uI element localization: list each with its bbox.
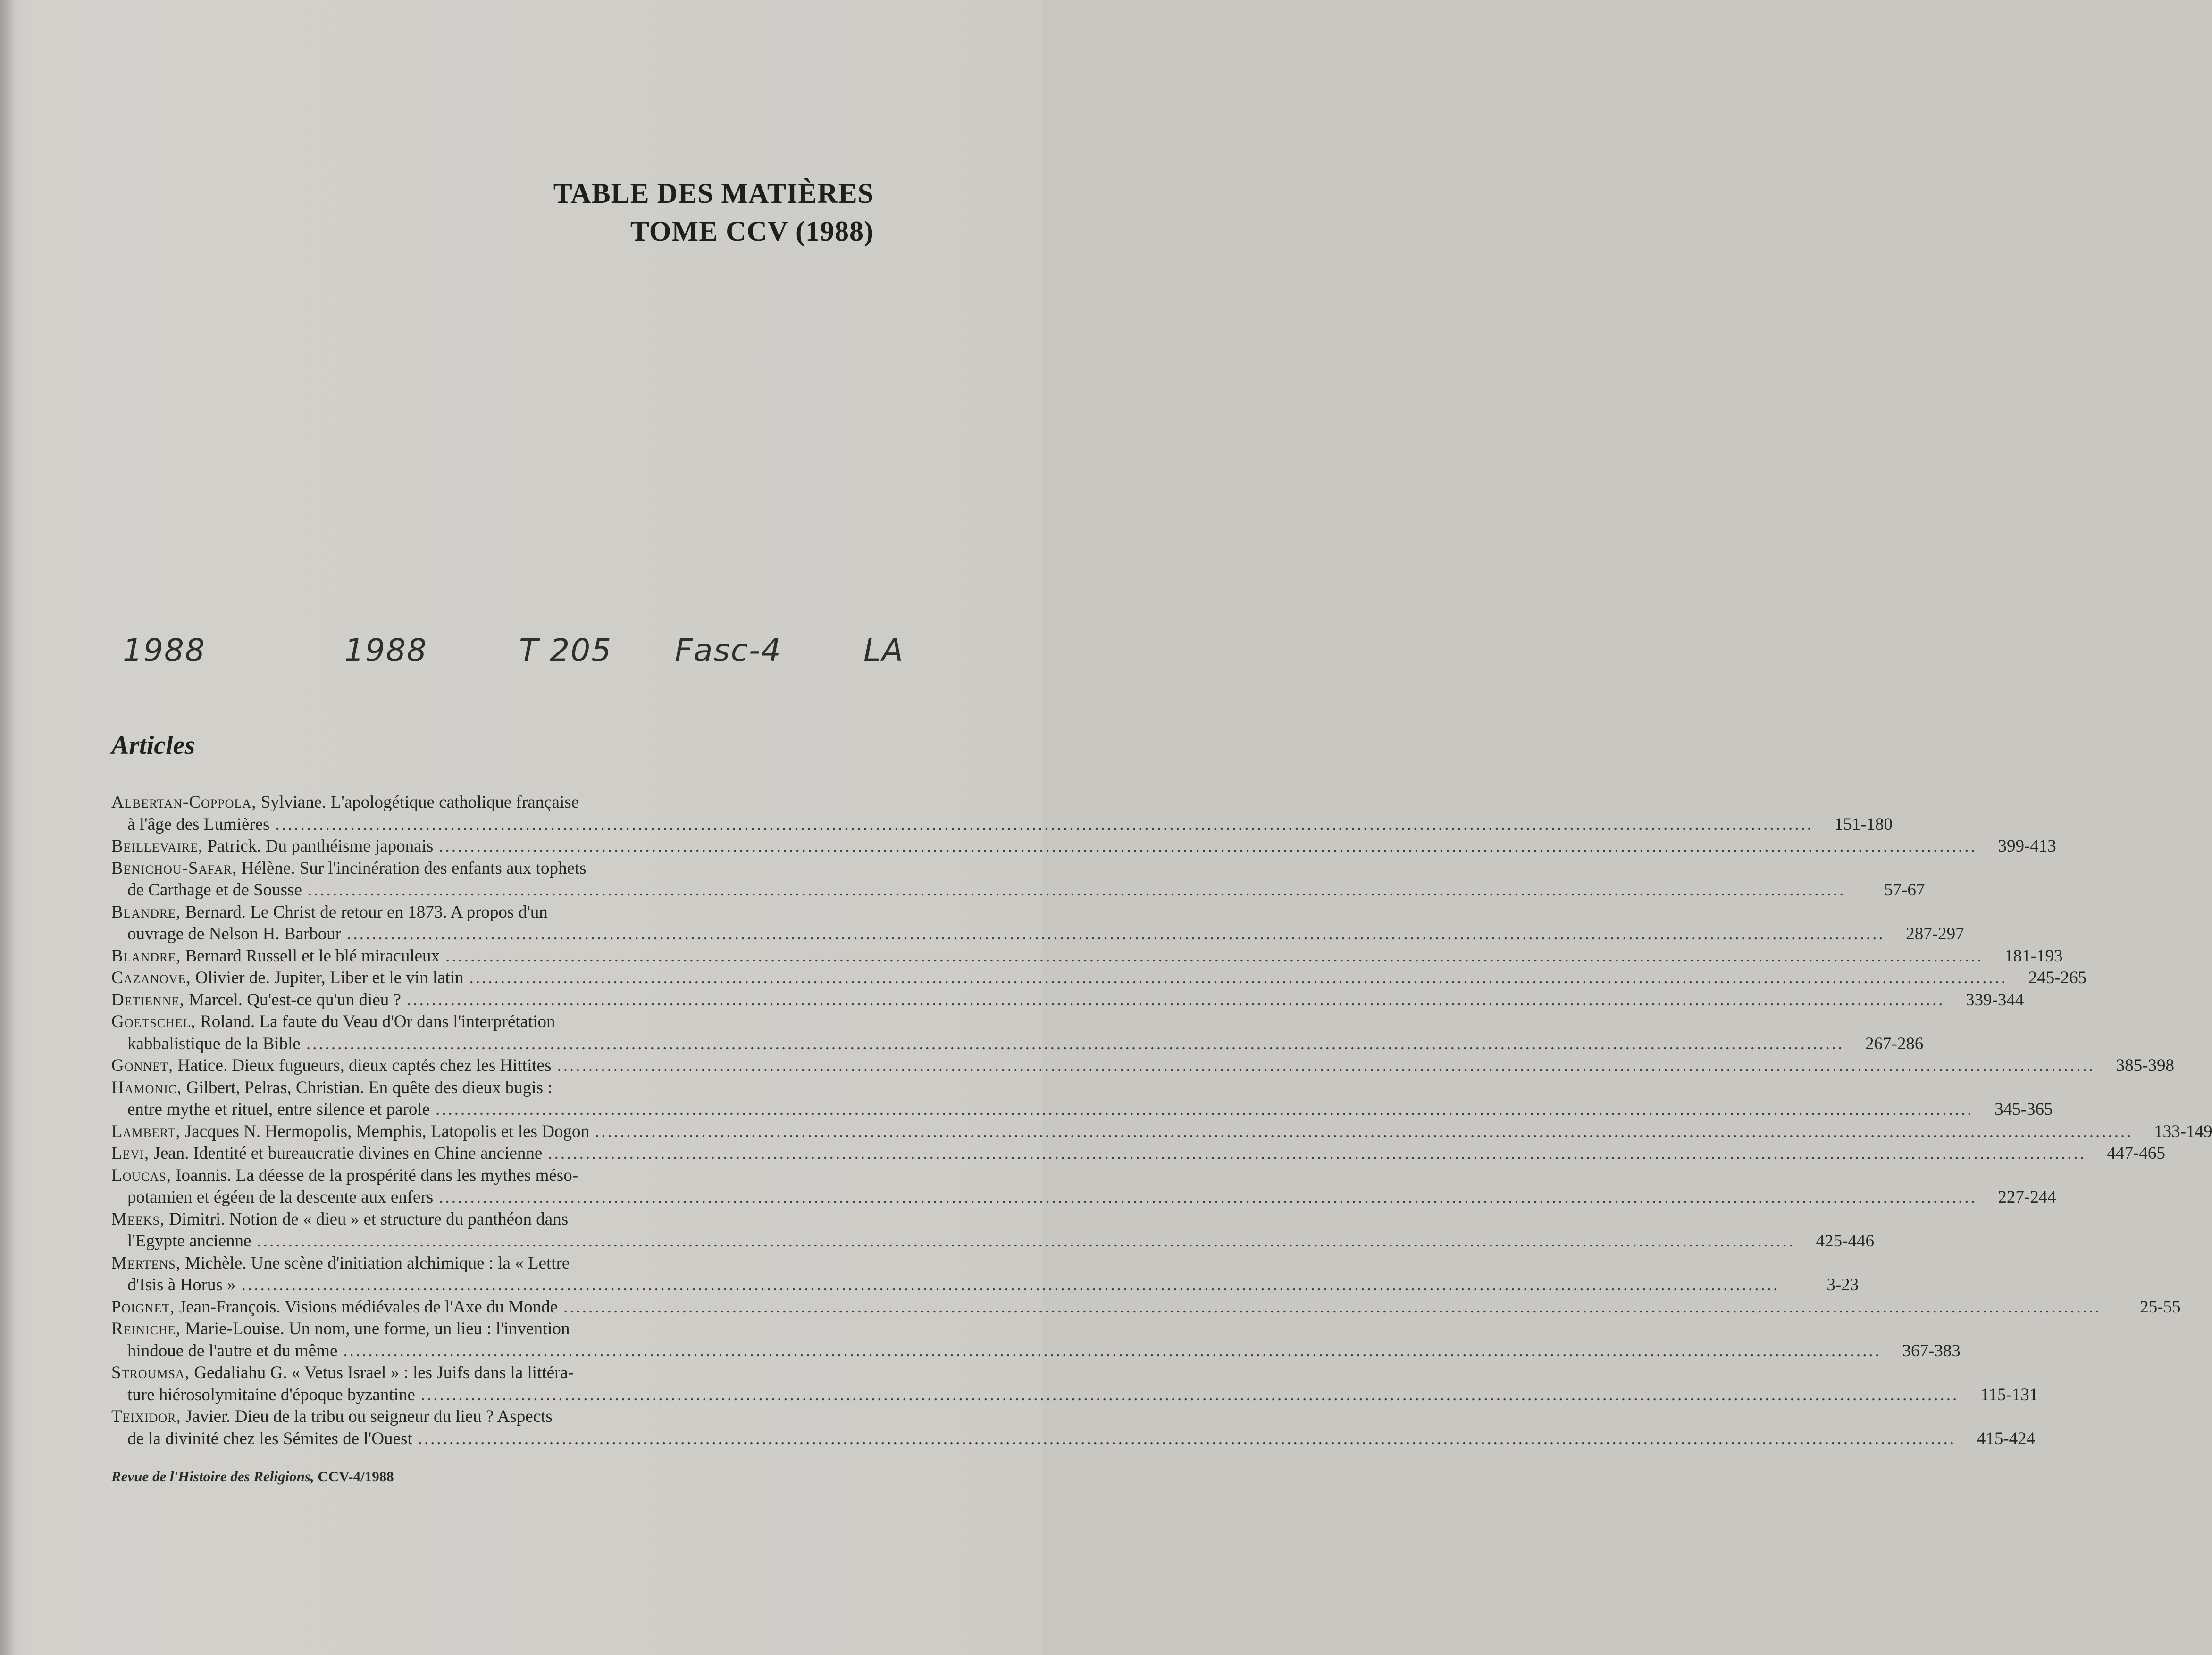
toc-entry-line: [111, 1274, 1859, 1296]
toc-entry-author: Teixidor,: [111, 1407, 181, 1426]
toc-entry-line: [111, 923, 1964, 945]
toc-entry: [111, 1209, 1874, 1253]
toc-entry-title-continued: à l'âge des Lumières: [127, 814, 270, 834]
toc-entry-title: Marcel. Qu'est-ce qu'un dieu ?: [188, 990, 401, 1010]
toc-entry-author: Loucas,: [111, 1165, 171, 1185]
dot-leader: [445, 945, 1984, 968]
dot-leader: [421, 1384, 1959, 1406]
toc-entry-pages: 345-365: [1994, 1100, 2053, 1119]
table-of-contents: [111, 792, 2212, 1450]
toc-entry-pages: 447-465: [2107, 1144, 2165, 1163]
toc-entry: [111, 1253, 1859, 1296]
toc-entry-title: Jacques N. Hermopolis, Memphis, Latopolis et les Dogon: [184, 1121, 589, 1141]
dot-leader: [347, 923, 1885, 945]
toc-entry-title: Patrick. Du panthéisme japonais: [207, 836, 434, 856]
toc-entry-author: Stroumsa,: [111, 1363, 190, 1382]
toc-entry-line: [111, 989, 2024, 1011]
toc-entry-title: Marie-Louise. Un nom, une forme, un lieu : l'invention: [185, 1319, 570, 1338]
toc-entry-author: Hamonic,: [111, 1078, 182, 1097]
toc-entry: [111, 1296, 2181, 1319]
toc-entry-text: [111, 945, 440, 968]
dot-leader: [257, 1230, 1795, 1253]
toc-entry-author: Levi,: [111, 1144, 150, 1163]
journal-footer: [111, 1468, 394, 1485]
toc-entry-line: [111, 902, 875, 924]
toc-entry-author: Lambert,: [111, 1121, 181, 1141]
toc-entry: [111, 1165, 2056, 1209]
dot-leader: [343, 1340, 1881, 1362]
handwritten-note-5: LA: [863, 632, 904, 669]
toc-entry-author: Detienne,: [111, 990, 184, 1010]
toc-entry-pages: 367-383: [1902, 1341, 1961, 1361]
toc-entry: [111, 858, 1925, 902]
toc-entry-text: [111, 1362, 574, 1384]
handwritten-note-4: Fasc-4: [675, 632, 782, 669]
dot-leader: [276, 814, 1814, 836]
toc-entry-title-continued: ouvrage de Nelson H. Barbour: [127, 924, 342, 944]
toc-entry-text: [111, 792, 579, 814]
journal-volume: CCV-4/1988: [318, 1468, 394, 1485]
toc-entry-text: [111, 1143, 542, 1165]
toc-entry-author: Goetschel,: [111, 1012, 196, 1031]
toc-entry-line: [111, 1318, 875, 1340]
toc-entry-text: [111, 1055, 551, 1077]
toc-entry-line: [111, 1230, 1874, 1253]
toc-entry-line: [111, 1296, 2181, 1319]
toc-entry-text: [111, 1406, 553, 1428]
toc-entry: [111, 945, 2063, 968]
toc-entry: [111, 1406, 2036, 1450]
handwritten-annotations: [123, 632, 925, 684]
toc-entry-author: Beillevaire,: [111, 836, 203, 856]
toc-entry-line: [111, 1340, 1961, 1362]
handwritten-note-1: 1988: [123, 632, 206, 669]
toc-entry-line: [111, 1143, 2165, 1165]
toc-entry-line: [111, 792, 875, 814]
toc-entry-title: Michèle. Une scène d'initiation alchimique : la « Lettre: [185, 1253, 570, 1273]
toc-entry-line: [111, 836, 2056, 858]
toc-entry-pages: 133-149: [2154, 1121, 2212, 1141]
dot-leader: [548, 1143, 2086, 1165]
toc-entry-title: Hatice. Dieux fugueurs, dieux captés chez les Hittites: [177, 1056, 552, 1075]
toc-entry-pages: 425-446: [1816, 1231, 1874, 1251]
toc-entry-author: Cazanove,: [111, 968, 191, 987]
toc-entry-title: Dimitri. Notion de « dieu » et structure du panthéon dans: [169, 1209, 569, 1229]
toc-entry-title: Ioannis. La déesse de la prospérité dans les mythes méso-: [176, 1165, 578, 1185]
toc-entry-text: [111, 1209, 568, 1231]
toc-entry: [111, 792, 1893, 836]
toc-entry-pages: 287-297: [1906, 924, 1964, 944]
journal-name: Revue de l'Histoire des Religions,: [111, 1468, 314, 1485]
toc-entry-title: Gedaliahu G. « Vetus Israel » : les Juifs dans la littéra-: [194, 1363, 574, 1382]
toc-entry-line: [111, 1187, 2056, 1209]
section-title-articles: Articles: [111, 731, 195, 760]
dot-leader: [436, 1099, 1974, 1121]
toc-entry-pages: 181-193: [2004, 946, 2063, 966]
toc-entry-title: Gilbert, Pelras, Christian. En quête des dieux bugis :: [186, 1078, 553, 1097]
toc-entry-title: Sylviane. L'apologétique catholique française: [260, 793, 579, 812]
toc-entry-pages: 115-131: [1980, 1385, 2038, 1404]
page-subtitle: TOME CCV (1988): [630, 216, 874, 247]
dot-leader: [557, 1055, 2095, 1077]
toc-entry-line: [111, 1055, 2174, 1077]
toc-entry-line: [111, 1428, 2036, 1450]
toc-entry-title-continued: d'Isis à Horus »: [127, 1275, 236, 1295]
toc-entry-author: Gonnet,: [111, 1056, 174, 1075]
toc-entry-pages: 57-67: [1884, 880, 1925, 900]
toc-entry-author: Blandre,: [111, 946, 181, 966]
toc-entry-pages: 339-344: [1966, 990, 2024, 1010]
dot-leader: [439, 1187, 1977, 1209]
toc-entry-text: [111, 1077, 553, 1099]
toc-entry-title-continued: ture hiérosolymitaine d'époque byzantine: [127, 1385, 415, 1404]
toc-entry-author: Mertens,: [111, 1253, 181, 1273]
toc-entry-author: Benichou-Safar,: [111, 858, 237, 878]
toc-entry-pages: 151-180: [1834, 814, 1893, 834]
toc-entry-line: [111, 1077, 875, 1099]
toc-entry: [111, 989, 2024, 1011]
toc-entry: [111, 1362, 2038, 1406]
toc-entry-title-continued: de Carthage et de Sousse: [127, 880, 302, 900]
toc-entry: [111, 1143, 2165, 1165]
toc-entry-text: [111, 1296, 558, 1319]
toc-entry-line: [111, 814, 1893, 836]
toc-entry-pages: 227-244: [1998, 1187, 2056, 1207]
toc-entry: [111, 1055, 2174, 1077]
toc-entry-title: Olivier de. Jupiter, Liber et le vin latin: [195, 968, 464, 987]
toc-entry-line: [111, 858, 875, 880]
toc-entry-title-continued: de la divinité chez les Sémites de l'Ouest: [127, 1429, 412, 1448]
toc-entry: [111, 1077, 2053, 1121]
page-header: [553, 175, 874, 250]
toc-entry-pages: 245-265: [2028, 968, 2087, 987]
toc-entry-pages: 267-286: [1865, 1034, 1924, 1053]
toc-entry-title: Jean. Identité et bureaucratie divines en Chine ancienne: [153, 1144, 543, 1163]
toc-entry-line: [111, 1099, 2053, 1121]
toc-entry-line: [111, 1384, 2038, 1406]
toc-entry-line: [111, 945, 2063, 968]
toc-entry-text: [111, 1121, 589, 1143]
toc-entry-title-continued: l'Egypte ancienne: [127, 1231, 251, 1251]
toc-entry-line: [111, 1406, 875, 1428]
toc-entry-title-continued: hindoue de l'autre et du même: [127, 1341, 338, 1361]
toc-entry-title: Bernard Russell et le blé miraculeux: [185, 946, 440, 966]
dot-leader: [563, 1296, 2102, 1319]
toc-entry: [111, 1121, 2212, 1143]
toc-entry-line: [111, 967, 2087, 989]
toc-entry-pages: 415-424: [1977, 1429, 2036, 1448]
toc-entry: [111, 1318, 1961, 1362]
toc-entry-line: [111, 1209, 875, 1231]
toc-entry-line: [111, 879, 1925, 902]
dot-leader: [595, 1121, 2133, 1143]
dot-leader: [418, 1428, 1956, 1450]
toc-entry-pages: 399-413: [1998, 836, 2056, 856]
toc-entry-text: [111, 967, 464, 989]
toc-entry-line: [111, 1253, 875, 1275]
toc-entry-title: Javier. Dieu de la tribu ou seigneur du lieu ? Aspects: [185, 1407, 553, 1426]
toc-entry-author: Albertan-Coppola,: [111, 793, 257, 812]
toc-entry-pages: 3-23: [1827, 1275, 1859, 1295]
dot-leader: [306, 1033, 1844, 1055]
toc-entry: [111, 967, 2087, 989]
page-title: TABLE DES MATIÈRES: [553, 178, 874, 209]
toc-entry-title-continued: potamien et égéen de la descente aux enfers: [127, 1187, 434, 1207]
toc-entry-author: Blandre,: [111, 902, 181, 922]
toc-entry-line: [111, 1011, 875, 1033]
toc-entry-text: [111, 1318, 570, 1340]
toc-entry-title: Hélène. Sur l'incinération des enfants aux tophets: [241, 858, 587, 878]
toc-entry-line: [111, 1121, 2212, 1143]
toc-entry-author: Reiniche,: [111, 1319, 181, 1338]
toc-entry-line: [111, 1362, 875, 1384]
toc-entry: [111, 902, 1964, 945]
toc-entry-line: [111, 1165, 875, 1187]
toc-entry: [111, 1011, 1924, 1055]
dot-leader: [242, 1274, 1780, 1296]
toc-entry-pages: 25-55: [2140, 1297, 2181, 1317]
toc-entry-text: [111, 902, 548, 924]
toc-entry-title: Bernard. Le Christ de retour en 1873. A propos d'un: [185, 902, 548, 922]
dot-leader: [407, 989, 1945, 1011]
toc-entry-text: [111, 858, 587, 880]
toc-entry-text: [111, 1253, 570, 1275]
handwritten-note-2: 1988: [344, 632, 427, 669]
toc-entry-title: Roland. La faute du Veau d'Or dans l'interprétation: [200, 1012, 555, 1031]
handwritten-note-3: T 205: [519, 632, 612, 669]
toc-entry-title: Jean-François. Visions médiévales de l'Axe du Monde: [179, 1297, 558, 1317]
toc-entry-text: [111, 989, 401, 1011]
toc-entry-text: [111, 1165, 578, 1187]
toc-entry-title-continued: kabbalistique de la Bible: [127, 1034, 301, 1053]
toc-entry: [111, 836, 2056, 858]
toc-entry-line: [111, 1033, 1924, 1055]
dot-leader: [439, 836, 1977, 858]
toc-entry-pages: 385-398: [2116, 1056, 2174, 1075]
book-spine-shadow: [0, 0, 13, 1655]
dot-leader: [308, 879, 1846, 902]
toc-entry-title-continued: entre mythe et rituel, entre silence et parole: [127, 1100, 430, 1119]
toc-entry-text: [111, 836, 433, 858]
toc-entry-author: Poignet,: [111, 1297, 175, 1317]
toc-entry-text: [111, 1011, 555, 1033]
toc-entry-author: Meeks,: [111, 1209, 165, 1229]
dot-leader: [469, 967, 2008, 989]
